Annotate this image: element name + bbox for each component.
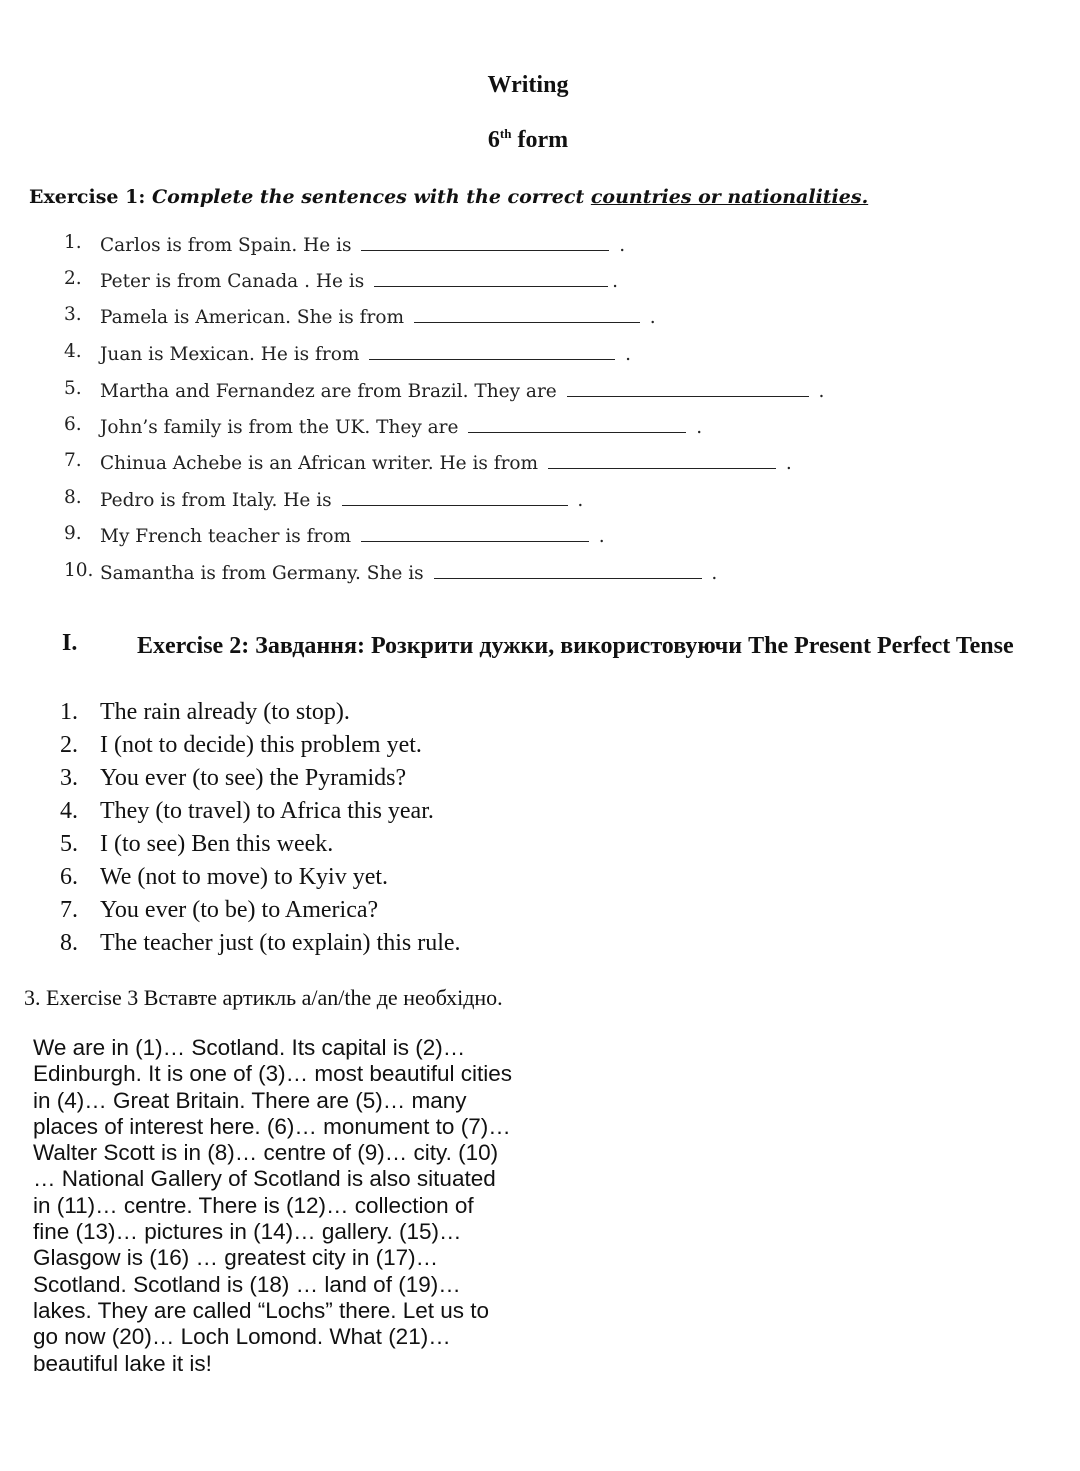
item-text: The rain already (to stop). [100, 699, 350, 725]
passage-line: fine (13)… pictures in (14)… gallery. (15)… [33, 1219, 462, 1245]
item-text: Chinua Achebe is an African writer. He is from [100, 453, 544, 474]
item-end: . [643, 307, 656, 328]
item-text: Pedro is from Italy. He is [100, 490, 338, 511]
answer-blank[interactable] [369, 341, 615, 360]
item-number: 4. [60, 798, 78, 824]
item-number: 2. [64, 268, 82, 289]
item-text: Pamela is American. She is from [100, 307, 410, 328]
exercise2-roman-numeral: I. [62, 630, 78, 656]
item-text: I (not to decide) this problem yet. [100, 732, 422, 758]
item-number: 3. [60, 765, 78, 791]
item-text: My French teacher is from [100, 526, 357, 547]
item-number: 5. [60, 831, 78, 857]
exercise2-heading: Exercise 2: Завдання: Розкрити дужки, використовуючи The Present Perfect Tense [137, 633, 1014, 659]
passage-line: Edinburgh. It is one of (3)… most beautiful cities [33, 1061, 512, 1087]
passage-line: Scotland. Scotland is (18) … land of (19)… [33, 1271, 461, 1297]
item-text: John’s family is from the UK. They are [100, 417, 465, 438]
item-number: 6. [64, 414, 82, 435]
passage-line: … National Gallery of Scotland is also situated [33, 1166, 496, 1192]
answer-blank[interactable] [548, 450, 776, 469]
item-end: . [690, 417, 703, 438]
item-text: The teacher just (to explain) this rule. [100, 930, 461, 956]
item-text: Carlos is from Spain. He is [100, 235, 358, 256]
item-number: 6. [60, 864, 78, 890]
item-end: . [613, 235, 626, 256]
item-text: We (not to move) to Kyiv yet. [100, 864, 389, 890]
passage-line: We are in (1)… Scotland. Its capital is (2)… [33, 1035, 466, 1060]
item-number: 8. [60, 930, 78, 956]
item-text: You ever (to be) to America? [100, 897, 379, 923]
item-number: 7. [64, 450, 82, 471]
item-end: . [619, 344, 632, 365]
answer-blank[interactable] [361, 232, 609, 251]
item-end: . [612, 271, 619, 292]
item-end: . [592, 526, 605, 547]
item-number: 10. [64, 560, 94, 581]
item-number: 1. [60, 699, 78, 725]
exercise3-passage [33, 1035, 512, 1377]
passage-line: places of interest here. (6)… monument to (7)… [33, 1113, 511, 1139]
item-text: Samantha is from Germany. She is [100, 563, 430, 584]
item-text: They (to travel) to Africa this year. [100, 798, 434, 824]
exercise1-heading [29, 186, 868, 208]
passage-line: Glasgow is (16) … greatest city in (17)… [33, 1245, 439, 1271]
passage-line: beautiful lake it is! [33, 1350, 212, 1376]
item-end: . [705, 563, 718, 584]
item-number: 8. [64, 487, 82, 508]
form-label: form [511, 127, 569, 153]
answer-blank[interactable] [468, 414, 686, 433]
answer-blank[interactable] [434, 560, 702, 579]
item-text: You ever (to see) the Pyramids? [100, 765, 407, 791]
passage-line: Walter Scott is in (8)… centre of (9)… city. (10) [33, 1140, 499, 1166]
exercise1-instruction-underlined: countries or nationalities. [590, 186, 869, 208]
item-number: 4. [64, 341, 82, 362]
item-number: 3. [64, 304, 82, 325]
passage-line: in (11)… centre. There is (12)… collection of [33, 1192, 474, 1218]
answer-blank[interactable] [374, 268, 608, 287]
item-text: Martha and Fernandez are from Brazil. They are [100, 381, 563, 402]
item-text: I (to see) Ben this week. [100, 831, 334, 857]
passage-line: in (4)… Great Britain. There are (5)… many [33, 1087, 467, 1113]
page-subtitle [0, 126, 1056, 154]
item-number: 5. [64, 378, 82, 399]
item-number: 9. [64, 523, 82, 544]
exercise1-label: Exercise 1: [29, 186, 152, 208]
answer-blank[interactable] [361, 523, 589, 542]
passage-line: go now (20)… Loch Lomond. What (21)… [33, 1324, 451, 1350]
item-number: 1. [64, 232, 82, 253]
item-end: . [571, 490, 584, 511]
item-text: Juan is Mexican. He is from [100, 344, 366, 365]
form-ordinal-suffix: th [499, 126, 512, 141]
passage-line: lakes. They are called “Lochs” there. Let us to [33, 1297, 490, 1323]
item-end: . [779, 453, 792, 474]
item-end: . [812, 381, 825, 402]
item-number: 7. [60, 897, 78, 923]
page-title: Writing [487, 72, 569, 98]
item-text: Peter is from Canada . He is [100, 271, 371, 292]
answer-blank[interactable] [414, 304, 640, 323]
exercise1-instruction: Complete the sentences with the correct [151, 186, 591, 208]
item-number: 2. [60, 732, 78, 758]
answer-blank[interactable] [342, 487, 568, 506]
exercise3-heading: 3. Exercise 3 Вставте артикль a/an/the де необхідно. [24, 985, 503, 1010]
form-number: 6 [487, 127, 500, 153]
answer-blank[interactable] [567, 378, 809, 397]
